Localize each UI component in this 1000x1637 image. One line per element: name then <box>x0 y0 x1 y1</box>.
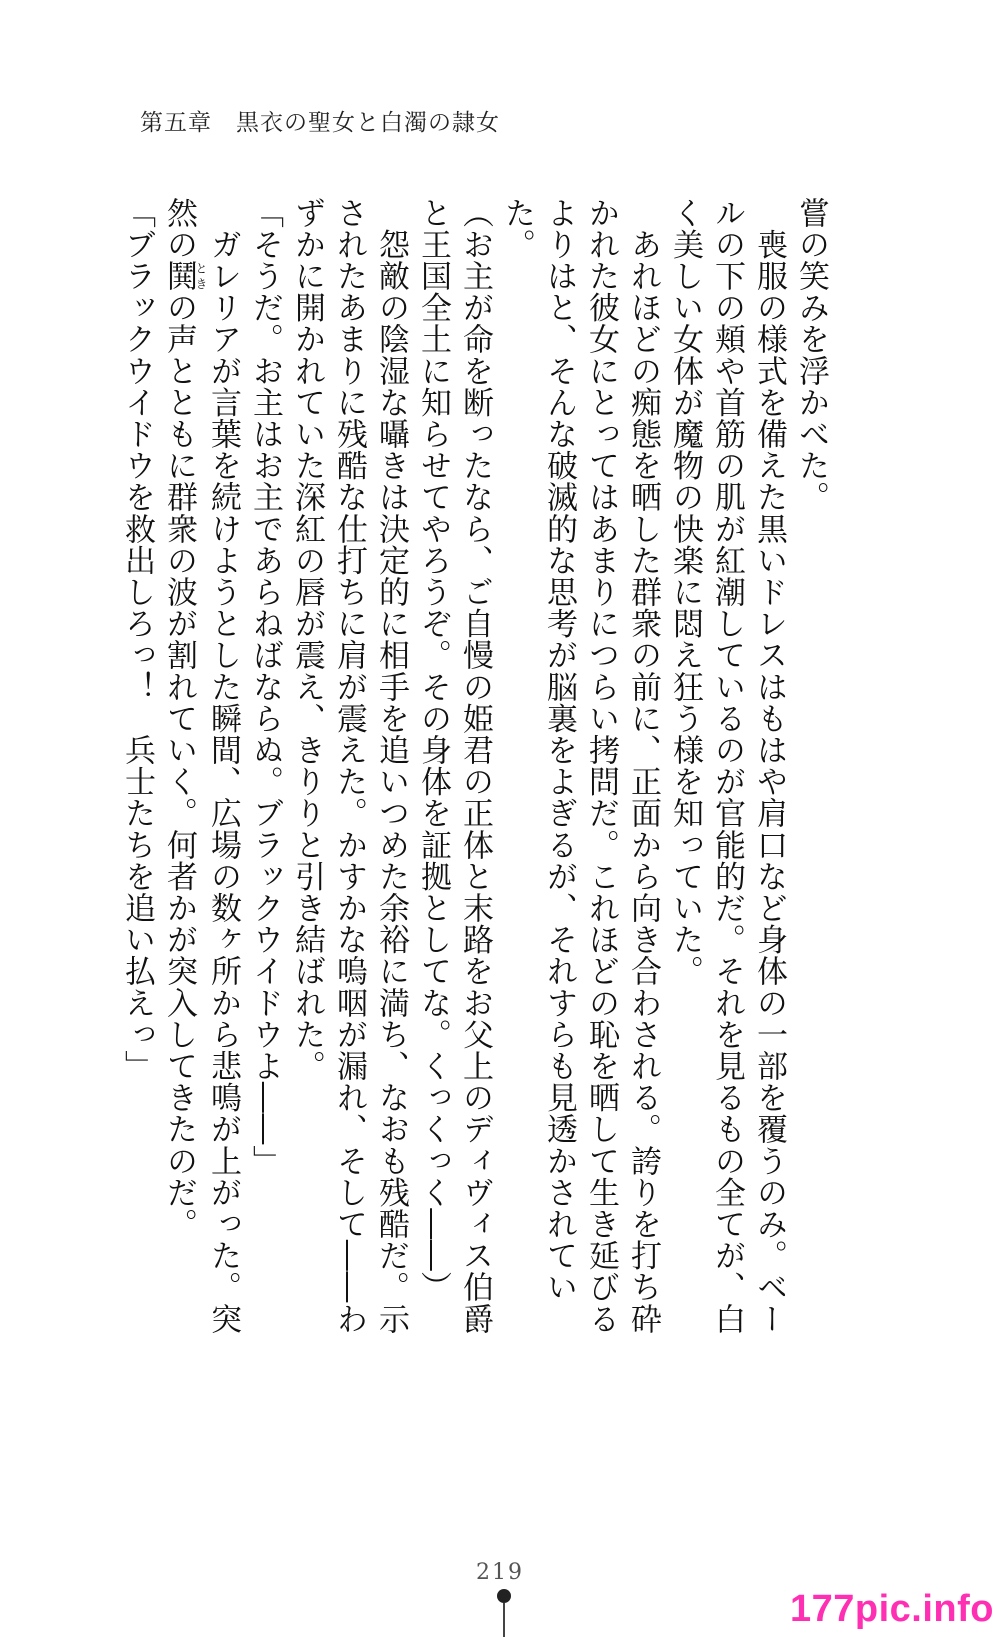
text-paragraph-5: 怨敵の陰湿な囁きは決定的に相手を追いつめた余裕に満ち、なおも残酷だ。示されたあまりに残酷な仕打ちに肩が震えた。かすかな嗚咽が漏れ、そして――わずかに開かれていた深紅の唇が震え、きりりと引き結ばれた。 <box>289 197 409 1335</box>
page-marker-stem <box>503 1603 505 1637</box>
chapter-number: 第五章 <box>140 110 212 136</box>
dialogue-6: 「そうだ。お主はお主であらねばならぬ。ブラックウイドウよ――」 <box>247 197 283 1177</box>
text-paragraph-3: あれほどの痴態を晒した群衆の前に、正面から向き合わされる。誇りを打ち砕かれた彼女にとってはあまりにつらい拷問だ。これほどの恥を晒して生き延びるよりはと、そんな破滅的な思考が脳裏をよぎるが、それすらも見透かされていた。 <box>499 197 661 1335</box>
inner-voice-4: （お主が命を断ったなら、ご自慢の姫君の正体と末路をお父上のディヴィス伯爵と王国全土に知らせてやろうぞ。その身体を証拠としてな。くっくっく――） <box>415 197 493 1335</box>
dialogue-8: 「ブラックウイドウを救出しろっ！ 兵士たちを追い払えっ」 <box>119 197 155 1082</box>
text-paragraph-2: 喪服の様式を備えた黒いドレスはもはや肩口など身体の一部を覆うのみ。ベールの下の頬や首筋の肌が紅潮しているのが官能的だ。それを見るもの全てが、白く美しい女体が魔物の快楽に悶え狂う様を知っていた。 <box>667 197 787 1335</box>
page-number: 219 <box>476 1560 524 1585</box>
page-marker-dot <box>497 1589 511 1603</box>
ruby-reading: とき <box>194 260 208 292</box>
ruby-word: 鬨とき <box>161 260 208 292</box>
chapter-title: 黒衣の聖女と白濁の隷女 <box>236 110 500 136</box>
chapter-header <box>140 104 500 137</box>
watermark: 177pic.info <box>790 1588 994 1630</box>
body-text <box>119 197 832 1347</box>
text-paragraph-7: ガレリアが言葉を続けようとした瞬間、広場の数ヶ所から悲鳴が上がった。突然の鬨ときの声とともに群衆の波が割れていく。何者かが突入してきたのだ。 <box>161 197 241 1335</box>
text-line-1: 嘗の笑みを浮かべた。 <box>793 197 829 513</box>
